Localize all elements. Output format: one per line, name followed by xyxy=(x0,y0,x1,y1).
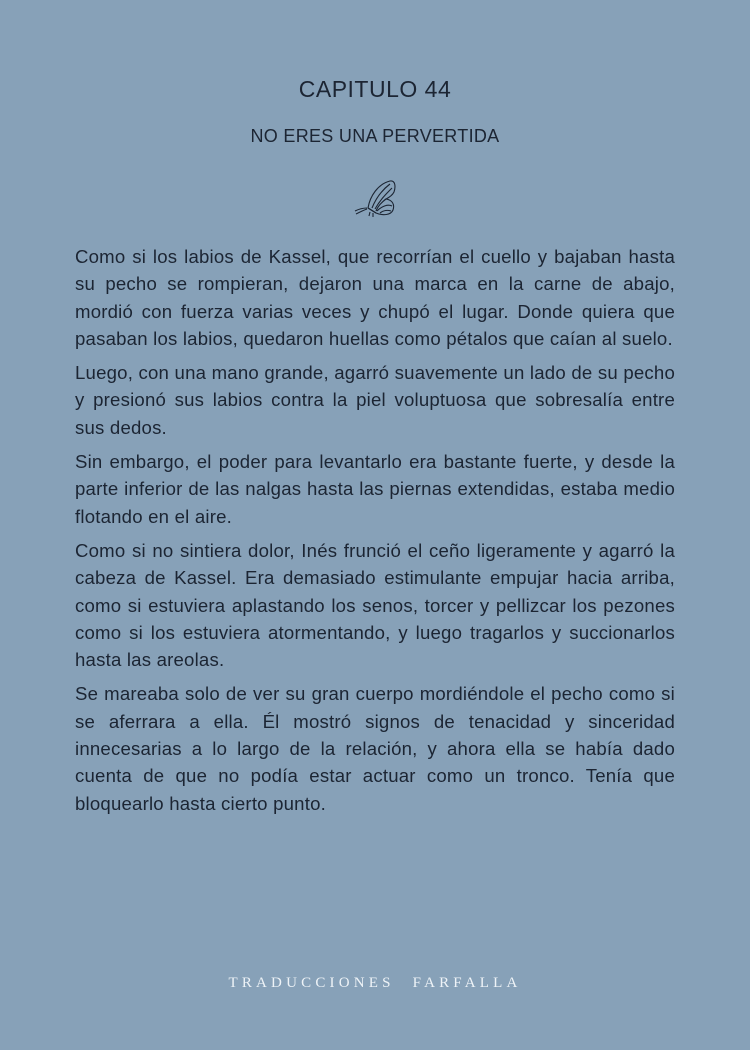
paragraph: Luego, con una mano grande, agarró suavemente un lado de su pecho y presionó sus labios contra la piel voluptuosa que sobresalía entre sus dedos. xyxy=(75,362,675,438)
paragraph: Como si no sintiera dolor, Inés frunció el ceño ligeramente y agarró la cabeza de Kassel. Era demasiado estimulante empujar hacia arriba, como si estuviera aplastando los senos, torcer y pellizcar los pezones como si los estuviera atormentando, y luego tragarlos y succionarlos hasta las areolas. xyxy=(75,539,675,671)
chapter-body xyxy=(75,243,675,824)
footer-credit: TRADUCCIONES FARFALLA xyxy=(228,975,522,991)
chapter-title: CAPITULO 44 xyxy=(298,76,452,102)
paragraph: Se mareaba solo de ver su gran cuerpo mordiéndole el pecho como si se aferrara a ella. Él mostró signos de tenacidad y sinceridad innecesarias a lo largo de la relación, y ahora ella se había dado cuenta de que no podía estar actuar como un tronco. Tenía que bloquearlo hasta cierto punto. xyxy=(75,683,675,814)
paragraph: Como si los labios de Kassel, que recorrían el cuello y bajaban hasta su pecho se rompieran, dejaron una marca en la carne de abajo, mordió con fuerza varias veces y chupó el lugar. Donde quiera que pasaban los labios, quedaron huellas como pétalos que caían al suelo. xyxy=(75,246,675,349)
paragraph: Sin embargo, el poder para levantarlo era bastante fuerte, y desde la parte inferior de las nalgas hasta las piernas extendidas, estaba medio flotando en el aire. xyxy=(75,451,675,527)
chapter-subtitle: NO ERES UNA PERVERTIDA xyxy=(250,126,500,146)
butterfly-icon xyxy=(350,178,400,220)
